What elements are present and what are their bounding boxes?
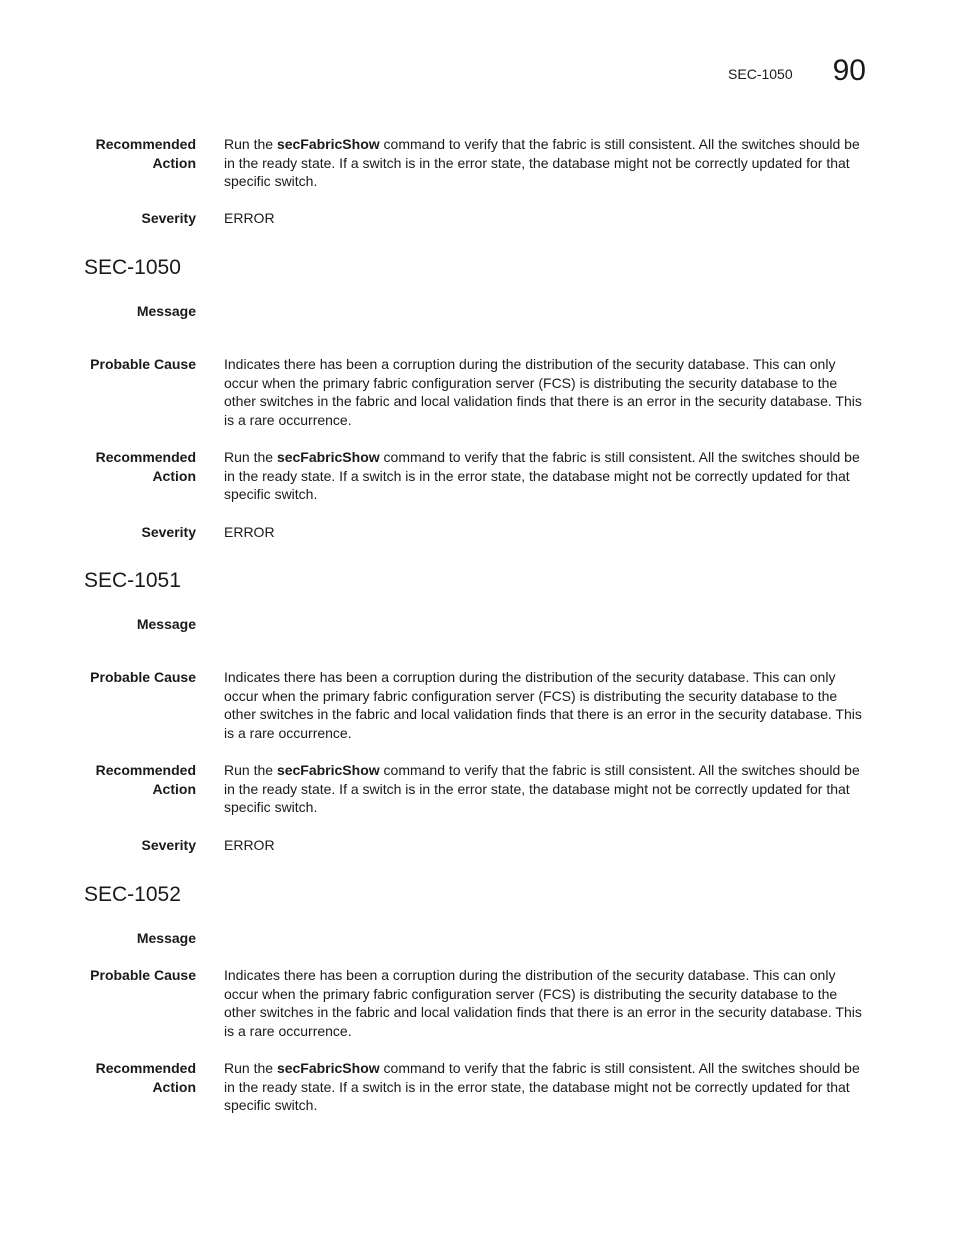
section-title-sec-1050: SEC-1050 bbox=[84, 256, 181, 279]
probable-cause-text: Indicates there has been a corruption during the distribution of the security database. This can only occur when the primary fabric configuration server (FCS) is distributing the security database to the other switches in the fabric and local validation finds that there is an error in the security database. This is a rare occurrence. bbox=[224, 356, 862, 429]
message-label: Message bbox=[136, 303, 196, 319]
severity-label: Severity bbox=[141, 837, 196, 853]
section-title-sec-1052: SEC-1052 bbox=[84, 883, 181, 906]
header-section-id: SEC-1050 bbox=[728, 66, 793, 82]
recommended-action-text: Run the secFabricShow command to verify that the fabric is still consistent. All the switches should be in the ready state. If a switch is in the error state, the database might not be correctly updated for that specific switch. bbox=[224, 449, 860, 503]
recommended-action-text: Run the secFabricShow command to verify that the fabric is still consistent. All the switches should be in the ready state. If a switch is in the error state, the database might not be correctly updated for that specific switch. bbox=[224, 136, 860, 190]
recommended-action-label: Recommended Action bbox=[95, 136, 196, 171]
recommended-action-text: Run the secFabricShow command to verify that the fabric is still consistent. All the switches should be in the ready state. If a switch is in the error state, the database might not be correctly updated for that specific switch. bbox=[224, 1060, 860, 1114]
command-name: secFabricShow bbox=[276, 1060, 380, 1076]
section-title-sec-1051: SEC-1051 bbox=[84, 569, 181, 592]
severity-value: ERROR bbox=[224, 837, 275, 853]
probable-cause-label: Probable Cause bbox=[90, 356, 196, 372]
command-name: secFabricShow bbox=[276, 449, 380, 465]
recommended-action-label: Recommended Action bbox=[95, 449, 196, 484]
probable-cause-label: Probable Cause bbox=[90, 669, 196, 685]
command-name: secFabricShow bbox=[276, 136, 380, 152]
recommended-action-label: Recommended Action bbox=[95, 762, 196, 797]
probable-cause-label: Probable Cause bbox=[90, 967, 196, 983]
severity-value: ERROR bbox=[224, 210, 275, 226]
severity-label: Severity bbox=[141, 524, 196, 540]
severity-label: Severity bbox=[141, 210, 196, 226]
page-header bbox=[728, 52, 866, 92]
probable-cause-text: Indicates there has been a corruption during the distribution of the security database. This can only occur when the primary fabric configuration server (FCS) is distributing the security database to the other switches in the fabric and local validation finds that there is an error in the security database. This is a rare occurrence. bbox=[224, 967, 862, 1040]
message-label: Message bbox=[136, 930, 196, 946]
command-name: secFabricShow bbox=[276, 762, 380, 778]
severity-value: ERROR bbox=[224, 524, 275, 540]
message-label: Message bbox=[136, 616, 196, 632]
header-chapter-number: 90 bbox=[832, 54, 866, 87]
probable-cause-text: Indicates there has been a corruption during the distribution of the security database. This can only occur when the primary fabric configuration server (FCS) is distributing the security database to the other switches in the fabric and local validation finds that there is an error in the security database. This is a rare occurrence. bbox=[224, 669, 862, 742]
recommended-action-label: Recommended Action bbox=[95, 1060, 196, 1095]
recommended-action-text: Run the secFabricShow command to verify that the fabric is still consistent. All the switches should be in the ready state. If a switch is in the error state, the database might not be correctly updated for that specific switch. bbox=[224, 762, 860, 816]
